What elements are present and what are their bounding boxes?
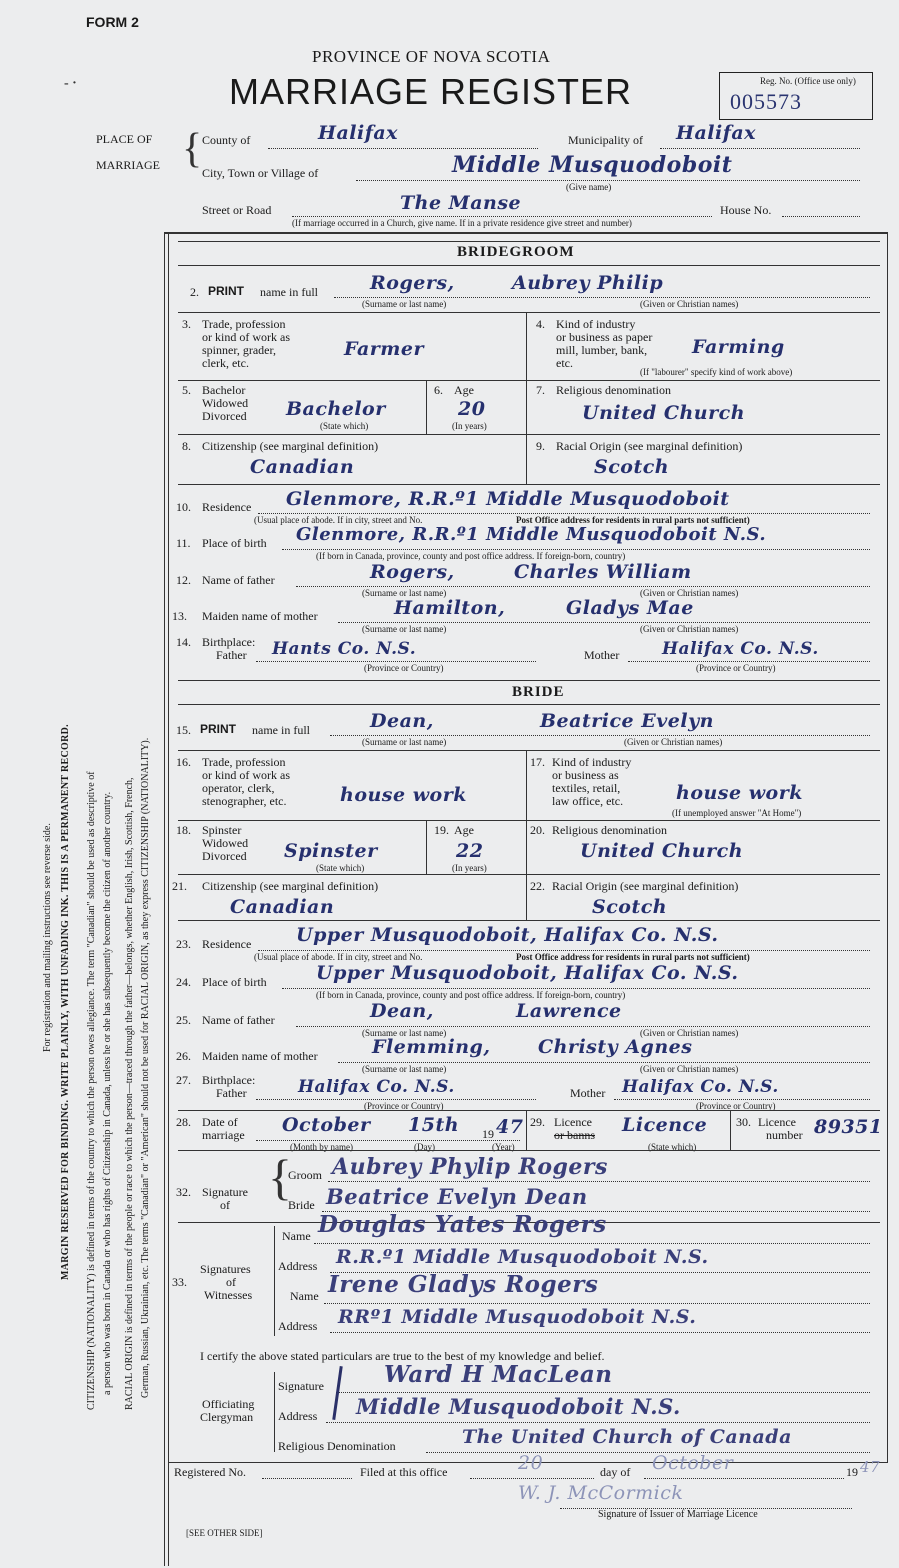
residence-hint-bold: Post Office address for residents in rural parts not sufficient) [516,515,750,525]
officiating-l1: Officiating [202,1397,255,1411]
county-label: County of [202,133,251,147]
f27-mother-hint: (Province or Country) [696,1101,776,1111]
marriage-year-prefix: 19 [482,1127,494,1141]
groom-top-rule [178,241,880,242]
bride-mother-given: Christy Agnes [538,1036,693,1058]
f24-num: 24. [176,975,191,989]
f15-label: name in full [252,723,310,737]
groom-residence: Glenmore, R.R.º1 Middle Musquodoboit [286,488,730,510]
groom-mother-given: Gladys Mae [566,597,694,619]
f16-l3: operator, clerk, [202,781,275,795]
groom-citizenship: Canadian [250,456,355,478]
groom-racial-origin: Scotch [594,456,670,478]
clergy-signature: Ward H MacLean [384,1361,613,1388]
f20-num: 20. [530,823,545,837]
bride-signature: Beatrice Evelyn Dean [326,1184,588,1209]
street-line [292,216,712,217]
groom-signature: Aubrey Phylip Rogers [332,1154,608,1180]
f3-l2: or kind of work as [202,330,290,344]
f18-l3: Divorced [202,849,247,863]
f8-top-rule [178,434,880,435]
f25-given-hint: (Given or Christian names) [640,1028,739,1038]
f21-label: Citizenship (see marginal definition) [202,879,379,893]
clergy-bracket [274,1372,275,1452]
filed-year: 47 [860,1458,881,1476]
f2-line [334,297,870,298]
place-brace: { [182,126,203,172]
f28-l1: Date of [202,1115,238,1129]
witness1-name-line [314,1243,870,1244]
f18-num: 18. [176,823,191,837]
f32-l2: of [220,1198,230,1212]
f14-father-line [256,661,536,662]
groom-industry: Farming [692,336,785,358]
f15-num: 15. [176,723,191,737]
denomination-line [426,1452,870,1453]
witness1-name: Douglas Yates Rogers [318,1211,607,1238]
street-value: The Manse [400,192,522,214]
f11-num: 11. [176,536,191,550]
f12-num: 12. [176,573,191,587]
margin-racial-2: German, Russian, Ukrainian, etc. The terms "Canadian" or "American" should not be used for RACIAL ORIGIN, as they express CITIZENSHIP (NATIONALITY). [140,737,151,1398]
f17-hint: (If unemployed answer "At Home") [672,808,802,818]
bride-status: Spinster [284,840,378,862]
reg-no-label: Reg. No. (Office use only) [760,76,856,86]
city-line [356,180,860,181]
f33-l2: of [226,1275,236,1289]
f8-num: 8. [182,439,191,453]
f14-father-hint: (Province or Country) [364,663,444,673]
groom-status: Bachelor [286,398,386,420]
groom-sig-label: Groom [288,1168,322,1182]
f30-l1: Licence [758,1115,796,1129]
filed-day: 20 [518,1452,544,1474]
licence-state-which: (State which) [648,1142,697,1152]
f27-num: 27. [176,1073,191,1087]
witness1-name-label: Name [282,1229,311,1243]
clergy-address: Middle Musquodoboit N.S. [356,1394,681,1419]
marriage-month: October [282,1114,371,1136]
f3-l1: Trade, profession [202,317,286,331]
f6-label: Age [454,383,474,397]
bride-residence-hint-bold: Post Office address for residents in rural parts not sufficient) [516,952,750,962]
f26-surname-hint: (Surname or last name) [362,1064,447,1074]
municipality-label: Municipality of [568,133,643,147]
f5-top-rule [178,380,880,381]
marriage-day: 15th [408,1114,460,1136]
bride-citizenship: Canadian [230,896,335,918]
f23-top-rule [178,920,880,921]
f29-num: 29. [530,1115,545,1129]
day-of-label: day of [600,1465,631,1479]
f19-num: 19. [434,823,449,837]
filed-month-line [644,1478,844,1479]
bride-surname: Dean, [370,710,434,732]
f17-l1: Kind of industry [552,755,632,769]
bride-industry: house work [676,782,803,804]
groom-given-hint: (Given or Christian names) [640,299,739,309]
city-value: Middle Musquodoboit [452,152,733,178]
f27-mother-line [614,1099,870,1100]
city-label: City, Town or Village of [202,166,319,180]
f12-surname-hint: (Surname or last name) [362,588,447,598]
f12-given-hint: (Given or Christian names) [640,588,739,598]
f15-print: PRINT [200,722,236,736]
margin-mark: - · [64,76,77,91]
religious-denomination-label: Religious Denomination [278,1439,396,1453]
f28-num: 28. [176,1115,191,1129]
bride-trade: house work [340,784,467,806]
county-line [268,148,538,149]
bride-title-rule [178,704,880,705]
bride-residence-hint: (Usual place of abode. If in city, street and No. [254,952,423,962]
f18-top-rule [178,820,880,821]
f14-mother-line [628,661,870,662]
groom-given: Aubrey Philip [512,272,664,294]
f19-divider [426,820,427,874]
f15-line [330,735,870,736]
clergy-address-label: Address [278,1409,318,1423]
form-label: FORM 2 [86,14,139,30]
f16-top-rule [178,750,880,751]
f7-label: Religious denomination [556,383,671,397]
groom-title-rule [178,265,880,266]
bride-mother-birthplace: Halifax Co. N.S. [622,1077,779,1097]
f25-line [296,1026,870,1027]
witness2-address: RRº1 Middle Musquodoboit N.S. [338,1306,697,1328]
f4-hint: (If "labourer" specify kind of work above) [640,367,793,377]
bride-father-birthplace: Halifax Co. N.S. [298,1077,455,1097]
margin-warning: MARGIN RESERVED FOR BINDING. WRITE PLAINLY, WITH UNFADING INK. THIS IS A PERMANENT RECORD. [60,724,71,1280]
f19-label: Age [454,823,474,837]
bride-racial-origin: Scotch [592,896,668,918]
certify-statement: I certify the above stated particulars are true to the best of my knowledge and belief. [200,1349,605,1363]
f4-l3: mill, lumber, bank, [556,343,648,357]
groom-birthplace: Glenmore, R.R.º1 Middle Musquodoboit N.S. [296,524,767,545]
f9-num: 9. [536,439,545,453]
f12-line [296,586,870,587]
reg-no-value: 005573 [730,89,802,114]
groom-mother-surname: Hamilton, [394,597,506,619]
f9-label: Racial Origin (see marginal definition) [556,439,743,453]
licence-number: 89351 [814,1116,883,1138]
f27-l1: Birthplace: [202,1073,256,1087]
f13-given-hint: (Given or Christian names) [640,624,739,634]
witness2-name: Irene Gladys Rogers [328,1271,599,1298]
bride-birthplace: Upper Musquodoboit, Halifax Co. N.S. [316,962,739,984]
filed-month: October [652,1452,734,1474]
groom-surname: Rogers, [370,272,455,294]
f26-given-hint: (Given or Christian names) [640,1064,739,1074]
f13-surname-hint: (Surname or last name) [362,624,447,634]
f21-top-rule [178,874,880,875]
f14-l1: Birthplace: [202,635,256,649]
f26-num: 26. [176,1049,191,1063]
sig-bracket: { [268,1149,292,1205]
f17-l2: or business as [552,768,619,782]
f14-l2: Father [216,648,247,662]
issuer-label: Signature of Issuer of Marriage Licence [598,1509,758,1520]
f18-l1: Spinster [202,823,242,837]
f26-line [338,1062,870,1063]
birth-hint: (If born in Canada, province, county and post office address. If foreign-born, country) [316,551,626,561]
bride-section-title: BRIDE [512,684,565,700]
bride-in-years: (In years) [452,863,487,873]
left-frame-outer [164,232,165,1566]
f23-label: Residence [202,937,252,951]
bride-col-divider [526,750,527,920]
marriage-label: MARRIAGE [96,158,161,172]
witness2-name-line [324,1303,870,1304]
groom-father-surname: Rogers, [370,561,455,583]
year-hint: (Year) [492,1142,515,1152]
f6-num: 6. [434,383,443,397]
reg-no-box [719,72,873,120]
month-hint: (Month by name) [290,1142,353,1152]
f5-l3: Divorced [202,409,247,423]
f22-num: 22. [530,879,545,893]
municipality-line [660,148,860,149]
left-frame-inner [168,232,169,1566]
f27-mother-label: Mother [570,1086,606,1100]
f21-num: 21. [172,879,187,893]
clergy-denomination: The United Church of Canada [462,1426,792,1448]
f27-father-hint: (Province or Country) [364,1101,444,1111]
f5-num: 5. [182,383,191,397]
clergy-signature-label: Signature [278,1379,324,1393]
right-frame [887,232,888,1462]
witness2-name-label: Name [290,1289,319,1303]
f5-l1: Bachelor [202,383,246,397]
f12-label: Name of father [202,573,275,587]
groom-religion: United Church [582,402,746,424]
f4-l4: etc. [556,356,573,370]
bride-residence: Upper Musquodoboit, Halifax Co. N.S. [296,924,719,946]
f11-line [282,549,870,550]
day-hint: (Day) [414,1142,435,1152]
groom-section-title: BRIDEGROOM [457,244,575,260]
witness1-address-label: Address [278,1259,318,1273]
witness2-address-label: Address [278,1319,318,1333]
f32-l1: Signature [202,1185,248,1199]
f13-line [338,622,870,623]
margin-citizenship-1: CITIZENSHIP (NATIONALITY) is defined in terms of the country to which the person owes allegiance. The term "Canadian" should be used as descriptive of [86,771,97,1410]
groom-age: 20 [458,398,486,420]
f13-label: Maiden name of mother [202,609,318,623]
f20-label: Religious denomination [552,823,667,837]
f28-l2: marriage [202,1128,245,1142]
margin-racial-1: RACIAL ORIGIN is defined in terms of the people or race to which the person—traced through the father—belongs, whether English, Irish, Scottish, French, [124,777,135,1410]
f16-num: 16. [176,755,191,769]
bride-father-given: Lawrence [516,1000,622,1022]
clergy-sig-flourish [332,1366,342,1420]
f3-l3: spinner, grader, [202,343,277,357]
f22-label: Racial Origin (see marginal definition) [552,879,739,893]
bride-age: 22 [456,840,484,862]
marriage-year: 47 [496,1116,524,1138]
f24-label: Place of birth [202,975,267,989]
f27-father-line [256,1099,536,1100]
f4-num: 4. [536,317,545,331]
margin-instructions: For registration and mailing instructions see reverse side. [42,823,53,1052]
f16-l1: Trade, profession [202,755,286,769]
municipality-value: Halifax [676,122,757,144]
f15-surname-hint: (Surname or last name) [362,737,447,747]
witness1-address: R.R.º1 Middle Musquodoboit N.S. [336,1246,709,1268]
give-name-hint: (Give name) [566,182,612,192]
f29-l2: or banns [554,1128,595,1142]
f10-label: Residence [202,500,252,514]
f33-l3: Witnesses [204,1288,253,1302]
f10-top-rule [178,484,880,485]
issuer-signature: W. J. McCormick [518,1482,684,1504]
house-label: House No. [720,203,772,217]
f17-num: 17. [530,755,545,769]
f33-l1: Signatures [200,1262,251,1276]
f6-divider [426,380,427,434]
f16-l2: or kind of work as [202,768,290,782]
groom-surname-hint: (Surname or last name) [362,299,447,309]
f10-line [258,513,870,514]
f13-num: 13. [172,609,187,623]
f25-surname-hint: (Surname or last name) [362,1028,447,1038]
groom-mother-birthplace: Halifax Co. N.S. [662,639,819,659]
margin-citizenship-2: a person who was born in Canada or who has rights of Citizenship in Canada, unless he or she has subsequently become the citizen of another country. [102,791,113,1395]
f14-num: 14. [176,635,191,649]
licence-type: Licence [622,1114,708,1136]
groom-in-years: (In years) [452,421,487,431]
f3-num: 3. [182,317,191,331]
f14-mother-label: Mother [584,648,620,662]
see-other-side: [SEE OTHER SIDE] [186,1528,263,1538]
groom-sig-line [328,1181,870,1182]
top-frame [164,232,888,234]
f23-num: 23. [176,937,191,951]
page-title: MARRIAGE REGISTER [229,71,633,112]
filed-year-prefix: 19 [846,1465,858,1479]
bride-religion: United Church [580,840,744,862]
f23-line [258,950,870,951]
f14-mother-hint: (Province or Country) [696,663,776,673]
clergy-address-line [326,1422,870,1423]
f17-l3: textiles, retail, [552,781,621,795]
f7-num: 7. [536,383,545,397]
officiating-l2: Clergyman [200,1410,254,1424]
house-line [782,216,860,217]
f32-num: 32. [176,1185,191,1199]
groom-col-divider [526,312,527,484]
bride-mother-surname: Flemming, [372,1036,491,1058]
f10-num: 10. [176,500,191,514]
f33-num: 33. [172,1275,187,1289]
clergy-sig-line [336,1392,870,1393]
groom-father-given: Charles William [514,561,692,583]
f27-l2: Father [216,1086,247,1100]
witness-bracket [274,1226,275,1336]
witness2-address-line [330,1332,870,1333]
f24-line [282,988,870,989]
registered-no-line [262,1478,352,1479]
f28-top-rule [178,1110,880,1111]
f18-l2: Widowed [202,836,249,850]
bride-top-rule [178,680,880,681]
street-label: Street or Road [202,203,272,217]
f3-top-rule [178,312,880,313]
groom-state-which: (State which) [320,421,369,431]
f17-l4: law office, etc. [552,794,624,808]
bride-given: Beatrice Evelyn [540,710,714,732]
bride-father-surname: Dean, [370,1000,434,1022]
f3-l4: clerk, etc. [202,356,249,370]
bride-sig-label: Bride [288,1198,315,1212]
f26-label: Maiden name of mother [202,1049,318,1063]
groom-father-birthplace: Hants Co. N.S. [272,639,417,659]
f11-label: Place of birth [202,536,267,550]
f30-num: 30. [736,1115,751,1129]
f29-l1: Licence [554,1115,592,1129]
f30-l2: number [766,1128,803,1142]
f28-line [256,1140,520,1141]
groom-trade: Farmer [344,338,424,360]
f4-l2: or business as paper [556,330,653,344]
f16-l4: stenographer, etc. [202,794,287,808]
f4-l1: Kind of industry [556,317,636,331]
county-value: Halifax [318,122,399,144]
f2-num: 2. [190,285,199,299]
bride-birth-hint: (If born in Canada, province, county and post office address. If foreign-born, country) [316,990,626,1000]
filed-label: Filed at this office [360,1465,448,1479]
bride-state-which: (State which) [316,863,365,873]
f30-divider [730,1110,731,1150]
residence-hint: (Usual place of abode. If in city, street and No. [254,515,423,525]
registered-no-label: Registered No. [174,1465,246,1479]
f2-print: PRINT [208,284,244,298]
place-of-label: PLACE OF [96,132,153,146]
f29-divider [526,1110,527,1150]
f25-num: 25. [176,1013,191,1027]
place-note: (If marriage occurred in a Church, give name. If in a private residence give street and number) [292,218,632,228]
filed-day-line [470,1478,594,1479]
f8-label: Citizenship (see marginal definition) [202,439,379,453]
province-heading: PROVINCE OF NOVA SCOTIA [312,47,551,66]
f2-label: name in full [260,285,318,299]
f25-label: Name of father [202,1013,275,1027]
f5-l2: Widowed [202,396,249,410]
f15-given-hint: (Given or Christian names) [624,737,723,747]
